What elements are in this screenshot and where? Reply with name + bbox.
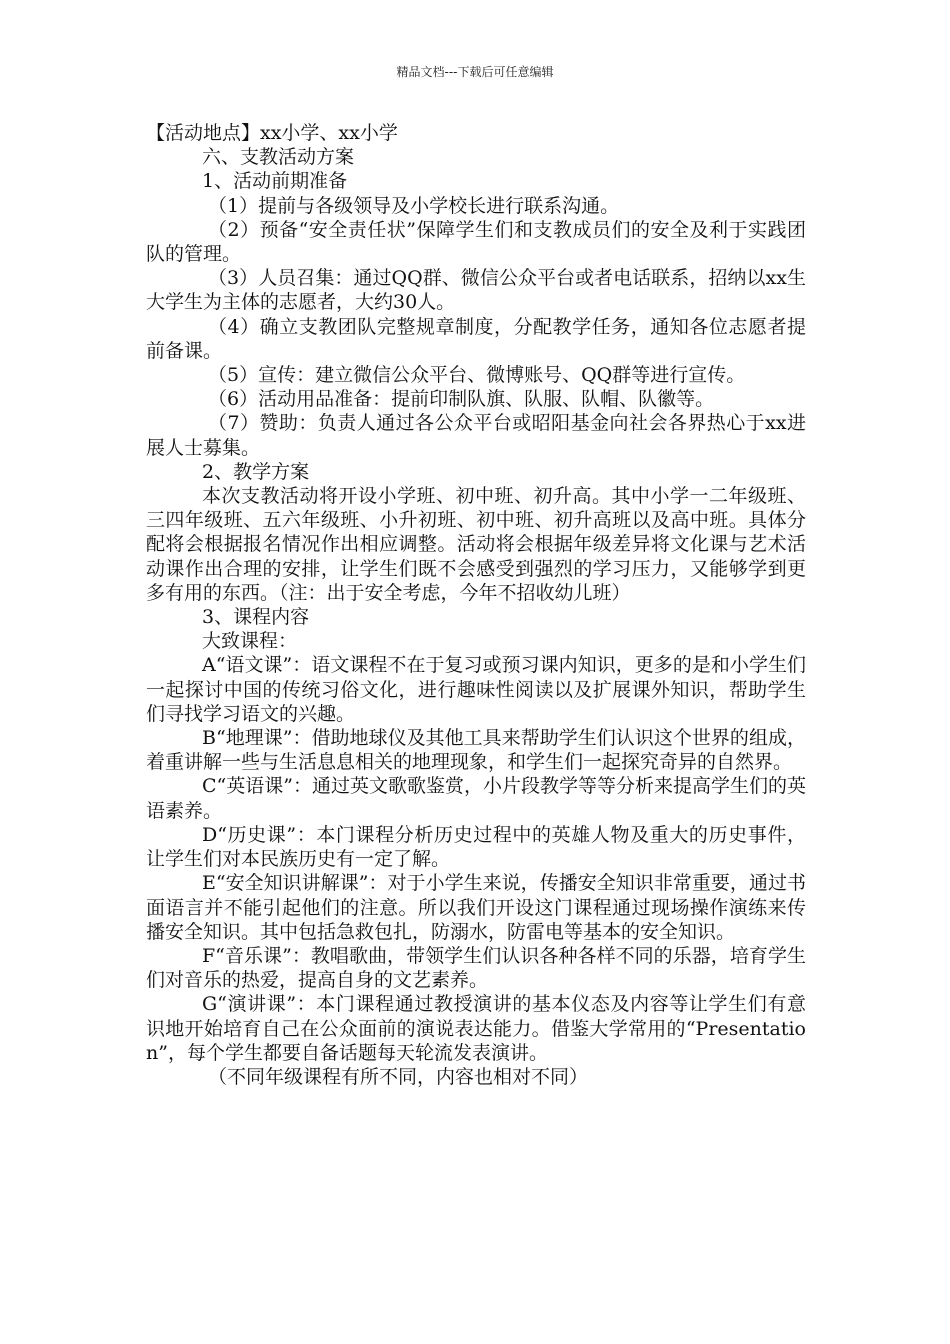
heading-section-six: 六、支教活动方案 (202, 146, 355, 169)
list-item-prep-3: （3）人员召集：通过QQ群、微信公众平台或者电话联系，招纳以xx生大学生为主体的志愿者，大约30人。 (146, 267, 806, 314)
course-geography: B“地理课”：借助地球仪及其他工具来帮助学生们认识这个世界的组成，着重讲解一些与生活息息相关的地理现象，和学生们一起探究奇异的自然界。 (146, 727, 806, 774)
paragraph-teaching-plan: 本次支教活动将开设小学班、初中班、初升高。其中小学一二年级班、三四年级班、五六年级班、小升初班、初中班、初升高班以及高中班。具体分配将会根据报名情况作出相应调整。活动将会根据年级差异将文化课与艺术活动课作出合理的安排，让学生们既不会感受到强烈的学习压力，又能够学到更多有用的东西。（注：出于安全考虑，今年不招收幼儿班） (146, 485, 806, 604)
page-header: 精品文档---下载后可任意编辑 (396, 65, 554, 79)
document-body (146, 121, 806, 1089)
list-item-prep-5: （5）宣传：建立微信公众平台、微博账号、QQ群等进行宣传。 (208, 364, 746, 387)
course-history: D“历史课”：本门课程分析历史过程中的英雄人物及重大的历史事件，让学生们对本民族历史有一定了解。 (146, 823, 806, 871)
heading-teaching-plan: 2、教学方案 (202, 460, 310, 483)
note-course-variation: （不同年级课程有所不同，内容也相对不同） (208, 1065, 589, 1088)
list-item-prep-7: （7）赞助：负责人通过各公众平台或昭阳基金向社会各界热心于xx进展人士募集。 (146, 412, 806, 459)
course-speech: G“演讲课”：本门课程通过教授演讲的基本仪态及内容等让学生们有意识地开始培育自己在公众面前的演说表达能力。借鉴大学常用的“Presentation”，每个学生都要自备话题每天轮流发表演讲。 (146, 993, 806, 1064)
list-item-prep-6: （6）活动用品准备：提前印制队旗、队服、队帽、队徽等。 (208, 388, 715, 411)
heading-preparation: 1、活动前期准备 (202, 170, 348, 193)
label-general-courses: 大致课程： (202, 630, 298, 653)
list-item-prep-2: （2）预备“安全责任状”保障学生们和支教成员们的安全及利于实践团队的管理。 (146, 218, 806, 266)
course-music: F“音乐课”：教唱歌曲，带领学生们认识各种各样不同的乐器，培育学生们对音乐的热爱，提高自身的文艺素养。 (146, 944, 806, 992)
list-item-prep-4: （4）确立支教团队完整规章制度，分配教学任务，通知各位志愿者提前备课。 (146, 315, 806, 362)
heading-course-content: 3、课程内容 (202, 606, 310, 629)
course-safety: E“安全知识讲解课”：对于小学生来说，传播安全知识非常重要，通过书面语言并不能引起他们的注意。所以我们开设这门课程通过现场操作演练来传播安全知识。其中包括急救包扎，防溺水，防雷电等基本的安全知识。 (146, 872, 806, 943)
list-item-prep-1: （1）提前与各级领导及小学校长进行联系沟通。 (208, 194, 620, 217)
course-chinese: A“语文课”：语文课程不在于复习或预习课内知识，更多的是和小学生们一起探讨中国的传统习俗文化，进行趣味性阅读以及扩展课外知识，帮助学生们寻找学习语文的兴趣。 (146, 654, 806, 725)
course-english: C“英语课”：通过英文歌歌鉴赏，小片段教学等等分析来提高学生们的英语素养。 (146, 775, 806, 822)
paragraph-location: 【活动地点】xx小学、xx小学 (146, 122, 398, 144)
